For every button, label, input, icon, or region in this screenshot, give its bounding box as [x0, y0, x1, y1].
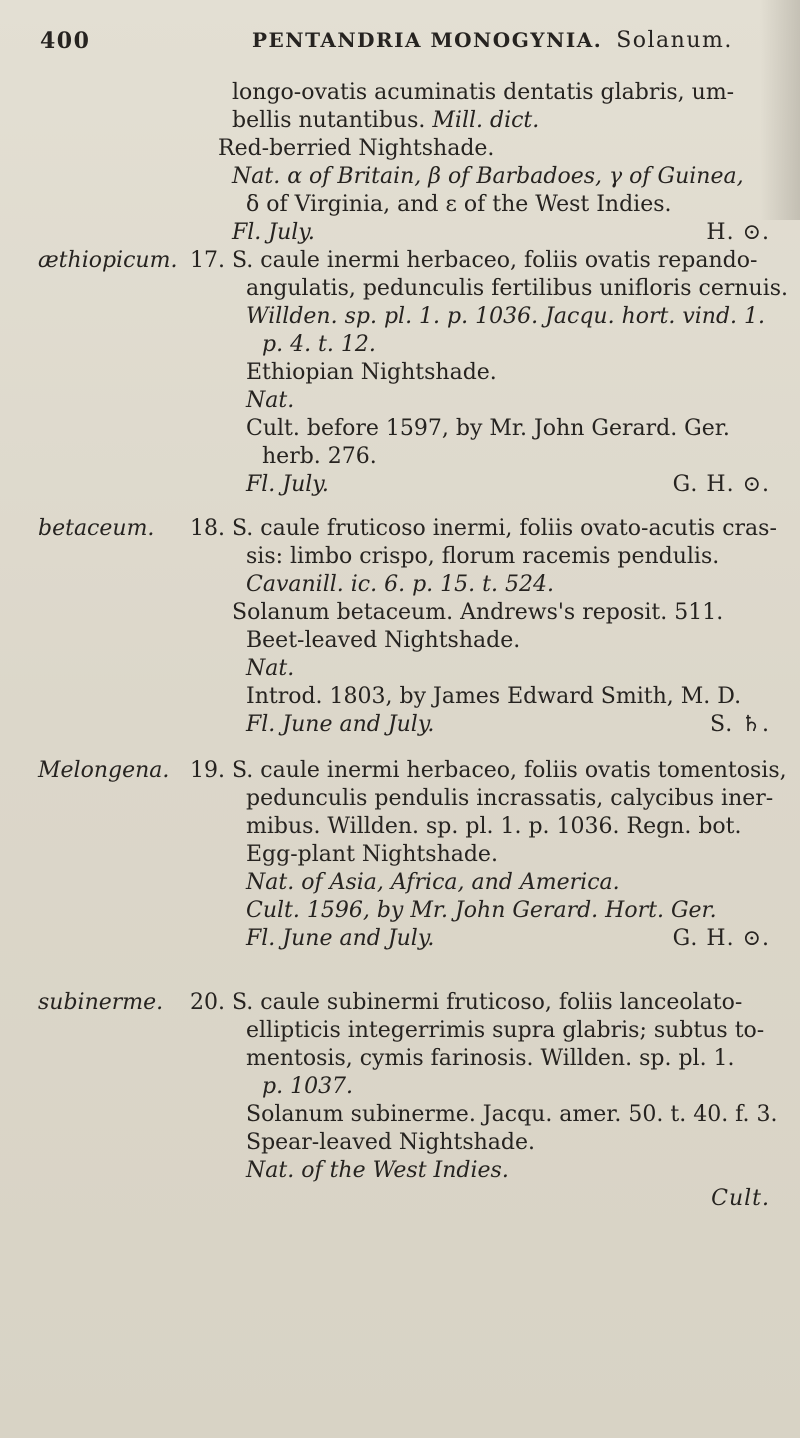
entry-line-text: bellis nutantibus. — [232, 108, 426, 133]
running-title-text: PENTANDRIA MONOGYNIA. — [252, 28, 603, 52]
running-title — [252, 28, 733, 53]
entry-line: Ethiopian Nightshade. — [246, 360, 497, 385]
entry-line: S. caule inermi herbaceo, foliis ovatis repando- — [232, 248, 758, 273]
entry-line: Nat. α of Britain, β of Barbadoes, γ of Guinea, — [232, 164, 744, 189]
catchword: Cult. — [711, 1186, 770, 1211]
entry-number: 20. — [190, 990, 225, 1015]
page-number: 400 — [40, 28, 91, 54]
entry-line: Cavanill. ic. 6. p. 15. t. 524. — [246, 572, 554, 597]
entry-line: Nat. — [246, 656, 295, 681]
entry-number: 19. — [190, 758, 225, 783]
entry-line: Cult. before 1597, by Mr. John Gerard. Ger. — [246, 416, 730, 441]
habitat-mark: S. ♄. — [710, 712, 770, 737]
entry-line: S. caule inermi herbaceo, foliis ovatis tomentosis, — [232, 758, 787, 783]
entry-line: Introd. 1803, by James Edward Smith, M. D. — [246, 684, 742, 709]
entry-line: Spear-leaved Nightshade. — [246, 1130, 535, 1155]
margin-species-name: Melongena. — [38, 758, 170, 783]
entry-line: S. caule fruticoso inermi, foliis ovato-acutis cras- — [232, 516, 777, 541]
entry-number: 17. — [190, 248, 225, 273]
entry-line: Nat. of Asia, Africa, and America. — [246, 870, 620, 895]
entry-line: Red-berried Nightshade. — [218, 136, 495, 161]
entry-line: mibus. Willden. sp. pl. 1. p. 1036. Regn. bot. — [246, 814, 742, 839]
entry-line: δ of Virginia, and ε of the West Indies. — [246, 192, 672, 217]
entry-line: angulatis, pedunculis fertilibus unifloris cernuis. — [246, 276, 789, 301]
entry-line: S. caule subinermi fruticoso, foliis lanceolato- — [232, 990, 743, 1015]
entry-number: 18. — [190, 516, 225, 541]
entry-line — [232, 108, 539, 134]
entry-line: Nat. of the West Indies. — [246, 1158, 509, 1183]
entry-line: Willden. sp. pl. 1. p. 1036. Jacqu. hort. vind. 1. — [246, 304, 766, 329]
margin-species-name: betaceum. — [38, 516, 155, 541]
entry-line: Fl. June and July. — [246, 712, 435, 737]
habitat-mark: H. ⊙. — [706, 220, 770, 245]
entry-line: ellipticis integerrimis supra glabris; subtus to- — [246, 1018, 765, 1043]
entry-line: Beet-leaved Nightshade. — [246, 628, 521, 653]
entry-line: Cult. 1596, by Mr. John Gerard. Hort. Ger. — [246, 898, 717, 923]
source-citation: Mill. dict. — [432, 108, 540, 133]
entry-line: p. 1037. — [262, 1074, 354, 1099]
page-header — [40, 28, 780, 68]
genus-title: Solanum. — [616, 28, 733, 53]
entry-line: pedunculis pendulis incrassatis, calycibus iner- — [246, 786, 774, 811]
habitat-mark: G. H. ⊙. — [672, 926, 770, 951]
entry-line: p. 4. t. 12. — [262, 332, 376, 357]
entry-line: Fl. July. — [246, 472, 329, 497]
margin-species-name: æthiopicum. — [38, 248, 178, 273]
entry-line: Fl. July. — [232, 220, 315, 245]
entry-line: herb. 276. — [262, 444, 377, 469]
margin-species-name: subinerme. — [38, 990, 164, 1015]
entry-line: Solanum betaceum. Andrews's reposit. 511. — [232, 600, 724, 625]
habitat-mark: G. H. ⊙. — [672, 472, 770, 497]
entry-line: Solanum subinerme. Jacqu. amer. 50. t. 40. f. 3. — [246, 1102, 778, 1127]
entry-line: mentosis, cymis farinosis. Willden. sp. pl. 1. — [246, 1046, 735, 1071]
entry-line: Nat. — [246, 388, 295, 413]
entry-line: sis: limbo crispo, florum racemis pendulis. — [246, 544, 720, 569]
entry-line: Fl. June and July. — [246, 926, 435, 951]
entry-line: longo-ovatis acuminatis dentatis glabris, um- — [232, 80, 735, 105]
entry-line: Egg-plant Nightshade. — [246, 842, 498, 867]
